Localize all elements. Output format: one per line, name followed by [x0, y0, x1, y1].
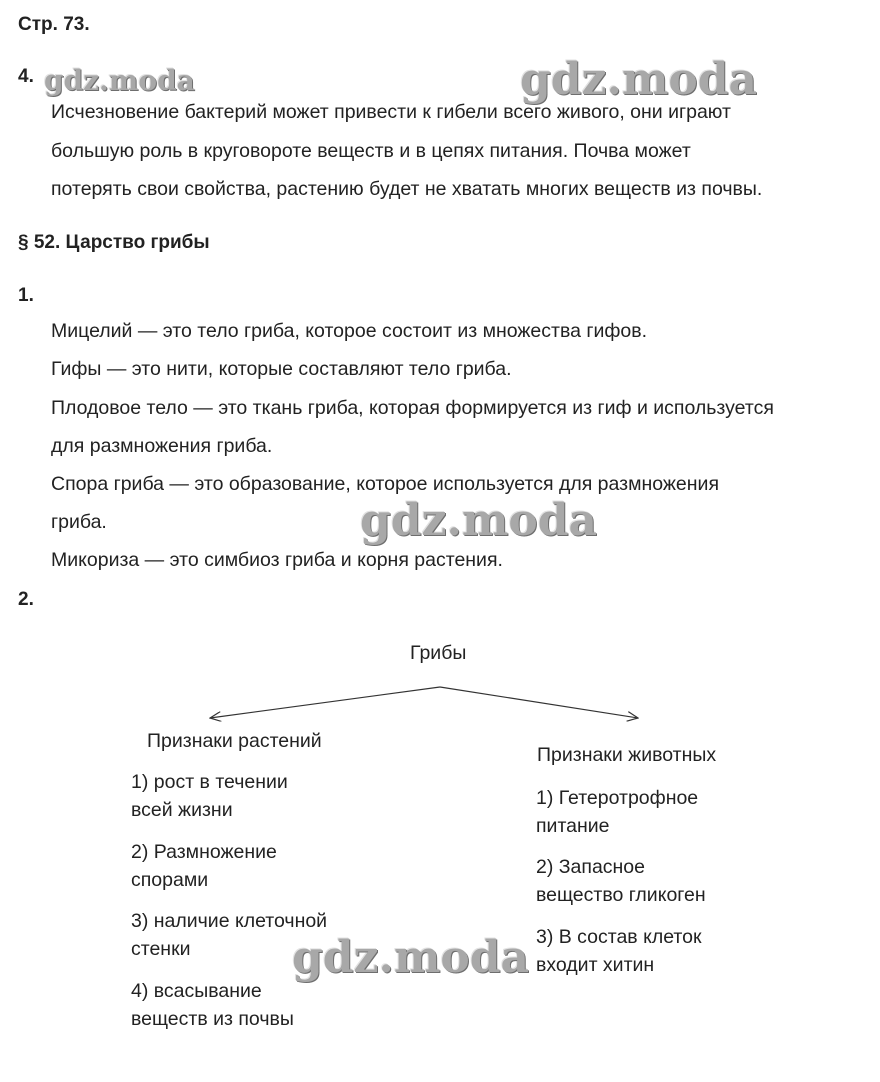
diagram-root-label: Грибы: [410, 642, 467, 664]
animal-feature-line: 3) В состав клеток: [536, 926, 702, 948]
plant-feature-line: спорами: [131, 869, 209, 891]
task-1-number: 1.: [18, 285, 34, 306]
plant-feature-line: стенки: [131, 938, 191, 960]
plant-features-title: Признаки растений: [147, 730, 322, 752]
animal-feature-line: 1) Гетеротрофное: [536, 787, 699, 809]
plant-feature-line: веществ из почвы: [131, 1008, 294, 1030]
animal-feature-line: входит хитин: [536, 954, 655, 976]
definition-line: Спора гриба — это образование, которое используется для размножения: [51, 473, 719, 495]
definition-line: Гифы — это нити, которые составляют тело гриба.: [51, 358, 512, 380]
task-4-line: большую роль в круговороте веществ и в цепях питания. Почва может: [51, 140, 691, 162]
plant-feature-line: 3) наличие клеточной: [131, 910, 328, 932]
plant-feature-line: 2) Размножение: [131, 841, 277, 863]
watermark: gdz.moda: [360, 495, 598, 546]
watermark: gdz.moda: [520, 54, 758, 105]
plant-feature-line: 4) всасывание: [131, 980, 262, 1002]
definition-line: Микориза — это симбиоз гриба и корня растения.: [51, 549, 503, 571]
task-4-line: потерять свои свойства, растению будет не хватать многих веществ из почвы.: [51, 178, 763, 200]
paragraph-title: § 52. Царство грибы: [18, 232, 210, 253]
plant-feature-line: всей жизни: [131, 799, 233, 821]
definition-line: Плодовое тело — это ткань гриба, которая формируется из гиф и используется: [51, 397, 774, 419]
task-4-number: 4.: [18, 66, 34, 87]
arrow-left: [210, 687, 440, 718]
definition-line: Мицелий — это тело гриба, которое состоит из множества гифов.: [51, 320, 648, 342]
watermark: gdz.moda: [44, 64, 195, 97]
animal-features-title: Признаки животных: [537, 744, 717, 766]
arrow-right: [440, 687, 638, 718]
animal-feature-line: питание: [536, 815, 610, 837]
animal-feature-line: 2) Запасное: [536, 856, 645, 878]
task-4-line: Исчезновение бактерий может привести к гибели всего живого, они играют: [51, 101, 731, 123]
page-label: Стр. 73.: [18, 14, 90, 35]
definition-line: гриба.: [51, 511, 107, 533]
definition-line: для размножения гриба.: [51, 435, 273, 457]
plant-feature-line: 1) рост в течении: [131, 771, 288, 793]
task-2-number: 2.: [18, 589, 34, 610]
animal-feature-line: вещество гликоген: [536, 884, 706, 906]
watermark: gdz.moda: [292, 932, 530, 983]
